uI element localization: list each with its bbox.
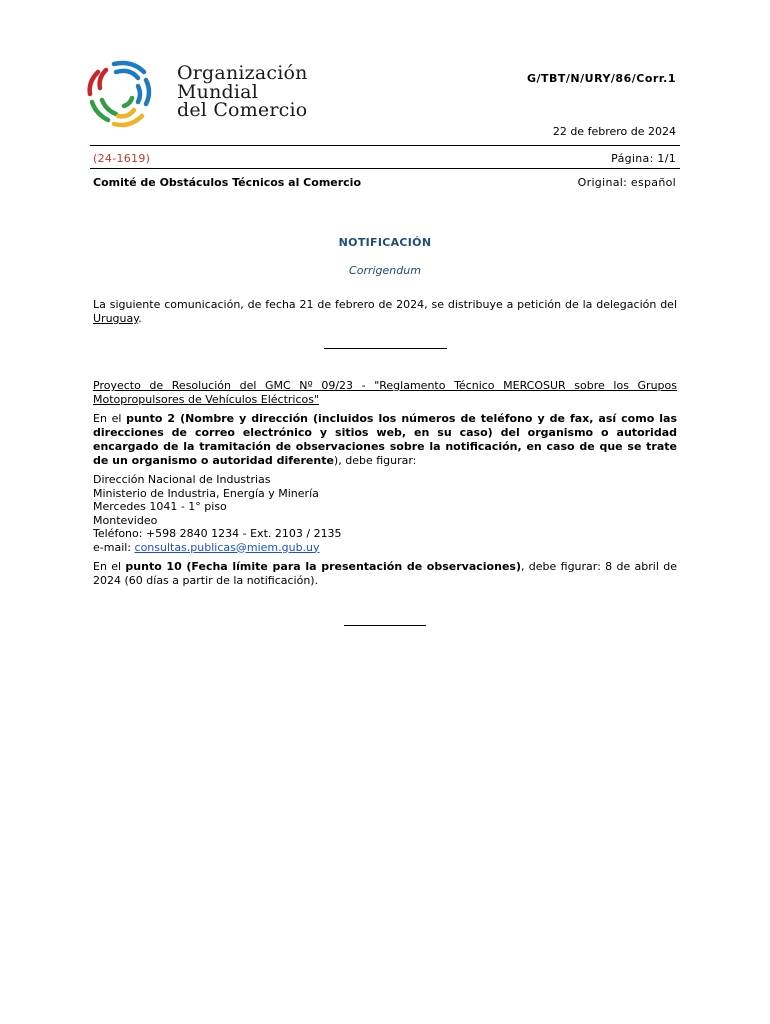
document-reference: (24-1619) (93, 152, 151, 165)
wto-logo-icon (84, 58, 154, 130)
intro-country: Uruguay (93, 312, 139, 325)
org-name-line3: del Comercio (177, 99, 308, 121)
document-symbol: G/TBT/N/URY/86/Corr.1 (526, 72, 676, 85)
committee-name: Comité de Obstáculos Técnicos al Comercio (93, 176, 362, 189)
email-label: e-mail: (93, 540, 135, 554)
section-separator (324, 348, 447, 349)
email-link[interactable]: consultas.publicas@miem.gub.uy (134, 540, 320, 554)
address-line2: Ministerio de Industria, Energía y Minería (93, 486, 319, 500)
org-name-line1: Organización (177, 62, 308, 84)
header-divider (90, 145, 680, 146)
original-language: Original: español (577, 176, 676, 189)
point10-paragraph (93, 560, 677, 588)
intro-end: . (138, 312, 142, 325)
contact-address (93, 473, 342, 554)
project-title-text: Proyecto de Resolución del GMC Nº 09/23 - "Reglamento Técnico MERCOSUR sobre los Grupos Motopropulsores de Vehículos Eléctricos" (93, 379, 677, 406)
notification-title: NOTIFICACIÓN (338, 236, 432, 249)
point10-bold: punto 10 (Fecha límite para la presentación de observaciones) (125, 560, 521, 573)
address-line4: Montevideo (93, 513, 158, 527)
point2-bold: punto 2 (Nombre y dirección (incluidos los números de teléfono y de fax, así como las direcciones de correo electrónico y sitios web, en su caso) del organismo o autoridad encargado de la tramitación de observaciones sobre la notificación, en caso de que se trate de un organismo o autoridad diferente (93, 412, 677, 467)
point2-prefix: En el (93, 412, 127, 425)
address-email-line (93, 541, 342, 555)
org-name-line2: Mundial (177, 80, 258, 103)
intro-text: La siguiente comunicación, de fecha 21 de febrero de 2024, se distribuye a petición de la delegación del (93, 298, 677, 311)
corrigendum-subtitle: Corrigendum (349, 264, 421, 277)
intro-paragraph (93, 298, 677, 326)
address-line1: Dirección Nacional de Industrias (93, 473, 271, 486)
address-line5: Teléfono: +598 2840 1234 - Ext. 2103 / 2135 (93, 527, 342, 540)
end-separator (344, 625, 426, 626)
point2-paragraph (93, 412, 677, 468)
organization-name (177, 64, 308, 120)
header-divider-2 (90, 168, 680, 169)
point10-suffix: , debe figurar: 8 de abril de 2024 (60 días a partir de la notificación). (93, 560, 677, 587)
point2-suffix: ), debe figurar: (333, 454, 417, 467)
address-line3: Mercedes 1041 - 1° piso (93, 500, 227, 513)
page-number: Página: 1/1 (611, 152, 676, 165)
project-title (93, 379, 677, 407)
document-date: 22 de febrero de 2024 (552, 125, 676, 138)
point10-prefix: En el (93, 560, 126, 573)
